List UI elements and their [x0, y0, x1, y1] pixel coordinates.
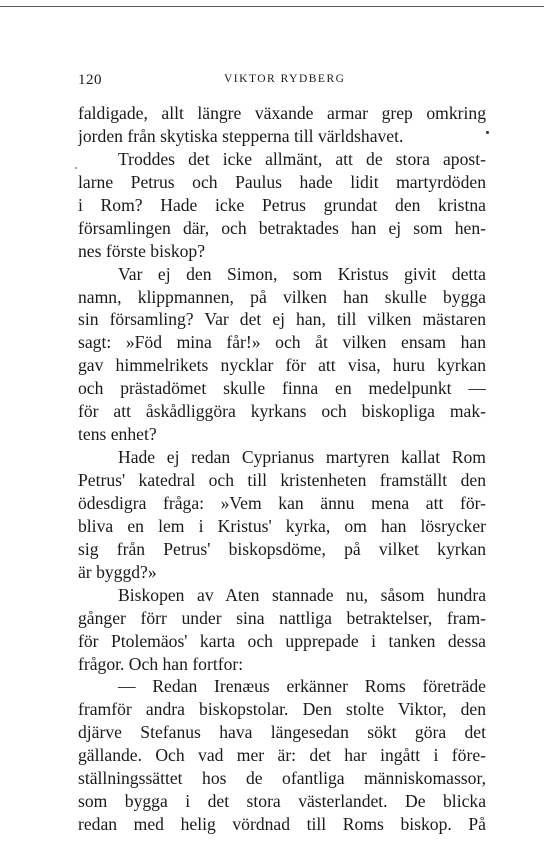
text-line: redan med helig vördnad till Roms biskop. På [78, 814, 486, 835]
page-top-edge [0, 6, 544, 7]
text-line: — Redan Irenæus erkänner Roms företräde [118, 676, 486, 697]
text-line: gällande. Och vad mer är: det har ingått i före- [78, 745, 486, 766]
text-line: bliva en lem i Kristus' kyrka, om han lösrycker [78, 515, 486, 536]
text-line: och prästadömet skulle finna en medelpunkt — [78, 378, 486, 399]
text-line: i Rom? Hade icke Petrus grundat den kristna [78, 194, 486, 215]
text-line: faldigade, allt längre växande armar grep omkring [78, 103, 486, 123]
text-line: gav himmelrikets nycklar för att visa, huru kyrkan [78, 355, 486, 376]
text-line: framför andra biskopstolar. Den stolte Viktor, den [78, 699, 486, 720]
text-line: Biskopen av Aten stannade nu, såsom hundra [118, 584, 486, 605]
text-line: som bygga i det stora västerlandet. De blicka [78, 791, 486, 812]
text-line: sagt: »Föd mina får!» och åt vilken ensam han [78, 332, 486, 353]
text-line: Hade ej redan Cyprianus martyren kallat Rom [118, 447, 486, 468]
text-line: för Ptolemäos' karta och upprepade i tanken dessa [78, 630, 486, 651]
text-line: Var ej den Simon, som Kristus givit detta [118, 263, 486, 284]
text-line: gånger förr under sina nattliga betraktelser, fram- [78, 607, 486, 628]
text-line: tens enhet? [78, 424, 157, 445]
text-line: ödesdigra fråga: »Vem kan ännu mena att för- [78, 492, 486, 513]
body-text [78, 102, 486, 836]
text-line: Troddes det icke allmänt, att de stora apost- [118, 148, 486, 169]
text-line: larne Petrus och Paulus hade lidit martyrdöden [78, 171, 486, 192]
page-header [78, 72, 488, 92]
text-line: frågor. Och han fortfor: [78, 653, 244, 674]
text-line: ställningssättet hos de ofantliga människomassor, [78, 768, 486, 789]
text-line: är byggd?» [78, 561, 157, 582]
page-number: 120 [78, 72, 102, 88]
text-line: för att åskådliggöra kyrkans och biskopliga mak- [78, 401, 486, 422]
text-line: sin församling? Var det ej han, till vilken mästaren [78, 309, 486, 330]
text-line: jorden från skytiska stepperna till världshavet. [78, 125, 404, 146]
text-line: sig från Petrus' biskopsdöme, på vilket kyrkan [78, 538, 486, 559]
running-head: VIKTOR RYDBERG [224, 73, 346, 85]
text-line: namn, klippmannen, på vilken han skulle bygga [78, 286, 486, 307]
text-line: Petrus' katedral och till kristenheten framställt den [78, 470, 486, 490]
text-line: församlingen där, och betraktades han ej som hen- [78, 217, 486, 238]
print-speck [75, 167, 77, 169]
print-speck [486, 131, 489, 134]
text-line: nes förste biskop? [78, 240, 206, 261]
text-line: djärve Stefanus hava längesedan sökt göra det [78, 722, 486, 743]
